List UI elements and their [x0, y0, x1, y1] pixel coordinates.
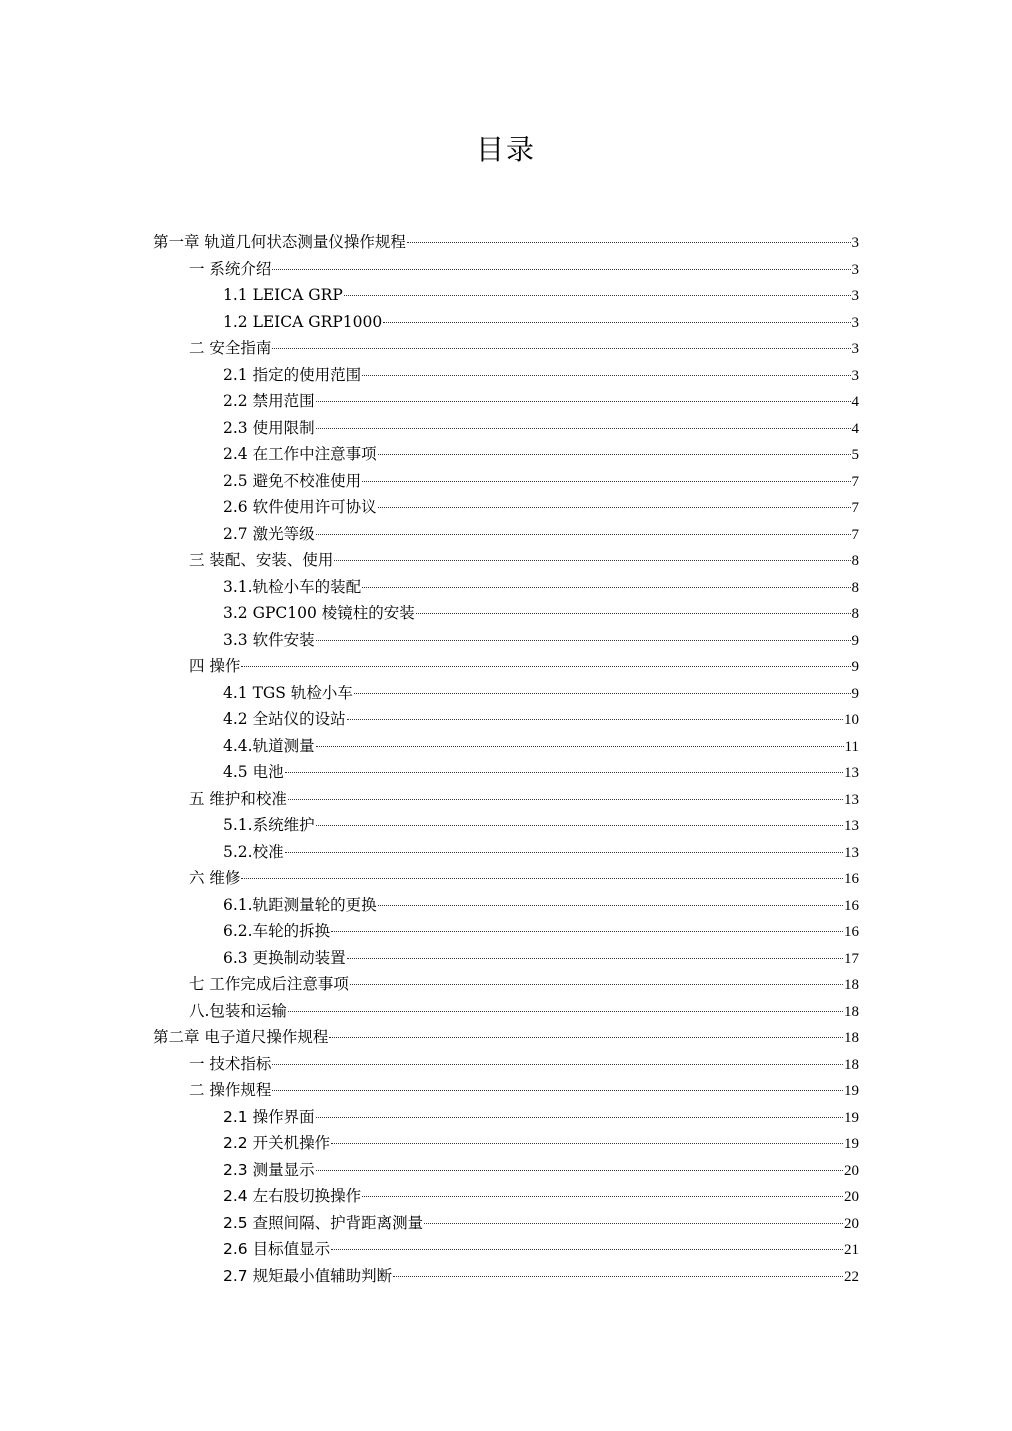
toc-entry[interactable] [153, 600, 859, 627]
toc-entry-page-number: 9 [851, 632, 859, 649]
toc-entry-page-number: 7 [851, 473, 859, 490]
toc-entry-page-number: 13 [844, 818, 859, 834]
toc-entry[interactable] [153, 839, 859, 866]
toc-title: 目录 [475, 133, 536, 166]
toc-leader-dots [362, 1196, 843, 1197]
toc-entry-label: 6.2.车轮的拆换 [223, 922, 331, 940]
toc-entry[interactable] [153, 1077, 859, 1104]
toc-entry-label: 第一章 轨道几何状态测量仪操作规程 [153, 233, 406, 251]
toc-entry[interactable] [153, 733, 859, 760]
toc-entry[interactable] [153, 1210, 859, 1237]
toc-entry-page-number: 19 [844, 1109, 859, 1126]
toc-entry[interactable] [153, 971, 859, 998]
toc-entry-page-number: 18 [844, 1056, 859, 1073]
toc-entry-label: 2.3 测量显示 [223, 1160, 315, 1179]
toc-entry-label: 3.1.轨检小车的装配 [223, 577, 362, 596]
toc-leader-dots [378, 507, 851, 508]
toc-entry[interactable] [153, 786, 859, 813]
toc-leader-dots [331, 1249, 843, 1250]
toc-leader-dots [272, 1090, 843, 1091]
toc-entry-label: 八.包装和运输 [189, 1001, 287, 1020]
toc-entry-label: 1.2 LEICA GRP1000 [223, 312, 383, 331]
toc-entry-page-number: 16 [844, 871, 859, 887]
toc-leader-dots [416, 613, 851, 614]
toc-entry-page-number: 3 [851, 367, 859, 384]
toc-entry-page-number: 7 [851, 500, 859, 516]
toc-entry[interactable] [153, 998, 859, 1025]
toc-entry[interactable] [153, 812, 859, 839]
toc-entry-label: 4.1 TGS 轨检小车 [223, 683, 353, 702]
toc-entry-page-number: 3 [851, 235, 859, 251]
toc-entry-label: 2.3 使用限制 [223, 418, 315, 437]
toc-entry[interactable] [153, 468, 859, 495]
toc-leader-dots [378, 454, 851, 455]
toc-leader-dots [241, 666, 850, 667]
toc-entry-label: 4.5 电池 [223, 763, 284, 781]
toc-leader-dots [334, 560, 850, 561]
toc-entry[interactable] [153, 309, 859, 336]
toc-leader-dots [316, 1117, 843, 1118]
toc-entry-label: 1.1 LEICA GRP [223, 286, 343, 304]
toc-entry[interactable] [153, 1183, 859, 1210]
toc-entry-page-number: 4 [851, 420, 859, 437]
toc-entry[interactable] [153, 521, 859, 548]
toc-entry-label: 2.4 在工作中注意事项 [223, 445, 377, 463]
toc-entry[interactable] [153, 1051, 859, 1078]
toc-leader-dots [272, 1064, 843, 1065]
toc-entry-label: 2.7 规矩最小值辅助判断 [223, 1266, 393, 1285]
toc-entry-label: 七 工作完成后注意事项 [189, 975, 349, 993]
toc-entry[interactable] [153, 892, 859, 919]
toc-entry-page-number: 9 [851, 685, 859, 702]
toc-entry[interactable] [153, 1157, 859, 1184]
toc-entry-label: 2.2 禁用范围 [223, 392, 315, 410]
toc-entry-label: 四 操作 [189, 657, 241, 675]
toc-leader-dots [383, 322, 850, 323]
toc-entry-page-number: 5 [851, 447, 859, 463]
toc-entry-page-number: 16 [844, 897, 859, 914]
toc-entry-label: 3.3 软件安装 [223, 630, 315, 649]
toc-entry[interactable] [153, 1104, 859, 1131]
toc-leader-dots [329, 1037, 843, 1038]
toc-entry-label: 2.1 指定的使用范围 [223, 365, 362, 384]
toc-entry-page-number: 21 [844, 1242, 859, 1258]
toc-entry-label: 第二章 电子道尺操作规程 [153, 1028, 329, 1046]
toc-entry-page-number: 13 [844, 844, 859, 861]
toc-leader-dots [316, 825, 843, 826]
toc-entry-page-number: 4 [851, 394, 859, 410]
toc-entry[interactable] [153, 918, 859, 945]
toc-entry-page-number: 13 [844, 765, 859, 781]
toc-leader-dots [347, 958, 843, 959]
toc-entry-page-number: 16 [844, 924, 859, 940]
toc-leader-dots [344, 295, 851, 296]
toc-entry-label: 2.6 目标值显示 [223, 1240, 331, 1258]
toc-entry-label: 2.7 激光等级 [223, 524, 315, 543]
toc-entry-label: 2.5 避免不校准使用 [223, 471, 362, 490]
toc-entry-label: 2.1 操作界面 [223, 1107, 315, 1126]
toc-entry[interactable] [153, 335, 859, 362]
toc-entry[interactable] [153, 441, 859, 468]
toc-entry-label: 一 技术指标 [189, 1054, 272, 1073]
toc-entry[interactable] [153, 680, 859, 707]
toc-leader-dots [288, 1011, 843, 1012]
toc-entry-page-number: 8 [851, 579, 859, 596]
toc-leader-dots [316, 428, 851, 429]
toc-entry-page-number: 17 [844, 950, 859, 967]
toc-leader-dots [241, 878, 843, 879]
toc-entry[interactable] [153, 1130, 859, 1157]
toc-entry-page-number: 19 [844, 1083, 859, 1099]
toc-entry-label: 4.4.轨道测量 [223, 736, 315, 755]
toc-entry-page-number: 8 [851, 606, 859, 622]
toc-entry[interactable] [153, 574, 859, 601]
toc-leader-dots [378, 905, 843, 906]
toc-leader-dots [362, 587, 850, 588]
toc-entry-label: 2.5 查照间隔、护背距离测量 [223, 1213, 424, 1232]
toc-entry-label: 5.2.校准 [223, 842, 284, 861]
toc-entry[interactable] [153, 1263, 859, 1290]
toc-leader-dots [362, 481, 850, 482]
toc-leader-dots [285, 852, 843, 853]
toc-entry-page-number: 3 [851, 314, 859, 331]
toc-entry-label: 六 维修 [189, 869, 241, 887]
toc-entry-label: 4.2 全站仪的设站 [223, 710, 346, 728]
toc-entry[interactable] [153, 415, 859, 442]
toc-entry-label: 二 操作规程 [189, 1081, 272, 1099]
toc-leader-dots [316, 401, 851, 402]
toc-entry[interactable] [153, 759, 859, 786]
toc-entry[interactable] [153, 494, 859, 521]
toc-leader-dots [424, 1223, 843, 1224]
toc-entry-label: 一 系统介绍 [189, 259, 272, 278]
toc-entry-page-number: 18 [844, 1030, 859, 1046]
toc-entry-page-number: 8 [851, 553, 859, 569]
toc-entry-page-number: 11 [844, 738, 859, 755]
toc-entry-page-number: 19 [844, 1136, 859, 1152]
toc-entry-page-number: 20 [844, 1215, 859, 1232]
toc-entry-label: 五 维护和校准 [189, 789, 287, 808]
toc-leader-dots [272, 269, 850, 270]
toc-leader-dots [362, 375, 850, 376]
toc-entry-page-number: 3 [851, 288, 859, 304]
toc-leader-dots [316, 640, 851, 641]
toc-entry-label: 二 安全指南 [189, 339, 272, 357]
toc-entry[interactable] [153, 627, 859, 654]
toc-leader-dots [354, 693, 851, 694]
toc-entry-label: 6.1.轨距测量轮的更换 [223, 895, 377, 914]
toc-leader-dots [331, 1143, 843, 1144]
toc-leader-dots [347, 719, 843, 720]
toc-entry-page-number: 18 [844, 1003, 859, 1020]
toc-leader-dots [316, 1170, 843, 1171]
toc-leader-dots [407, 242, 851, 243]
toc-leader-dots [316, 746, 844, 747]
toc-entry-label: 3.2 GPC100 棱镜柱的安装 [223, 604, 415, 622]
toc-entry-page-number: 22 [844, 1268, 859, 1285]
toc-entry-label: 5.1.系统维护 [223, 816, 315, 834]
toc-entry-page-number: 20 [844, 1162, 859, 1179]
toc-entry-label: 2.4 左右股切换操作 [223, 1187, 362, 1205]
toc-entry-label: 三 装配、安装、使用 [189, 551, 334, 569]
toc-entry-label: 6.3 更换制动装置 [223, 948, 346, 967]
toc-leader-dots [316, 534, 851, 535]
toc-leader-dots [288, 799, 843, 800]
table-of-contents [153, 229, 859, 1289]
toc-entry-page-number: 13 [844, 791, 859, 808]
toc-entry[interactable] [153, 653, 859, 680]
toc-entry[interactable] [153, 1236, 859, 1263]
toc-entry[interactable] [153, 388, 859, 415]
toc-leader-dots [331, 931, 843, 932]
toc-leader-dots [285, 772, 843, 773]
toc-entry[interactable] [153, 945, 859, 972]
toc-entry-label: 2.6 软件使用许可协议 [223, 498, 377, 516]
toc-entry-page-number: 20 [844, 1189, 859, 1205]
toc-entry[interactable] [153, 229, 859, 256]
toc-entry-page-number: 9 [851, 659, 859, 675]
toc-entry-page-number: 18 [844, 977, 859, 993]
toc-entry[interactable] [153, 1024, 859, 1051]
toc-entry-page-number: 3 [851, 261, 859, 278]
toc-entry[interactable] [153, 256, 859, 283]
toc-entry-label: 2.2 开关机操作 [223, 1134, 331, 1152]
toc-entry-page-number: 3 [851, 341, 859, 357]
toc-entry-page-number: 7 [851, 526, 859, 543]
toc-entry[interactable] [153, 547, 859, 574]
toc-leader-dots [393, 1276, 843, 1277]
toc-entry[interactable] [153, 282, 859, 309]
toc-entry-page-number: 10 [844, 712, 859, 728]
toc-leader-dots [350, 984, 843, 985]
toc-entry[interactable] [153, 865, 859, 892]
toc-entry[interactable] [153, 706, 859, 733]
toc-leader-dots [272, 348, 850, 349]
toc-entry[interactable] [153, 362, 859, 389]
